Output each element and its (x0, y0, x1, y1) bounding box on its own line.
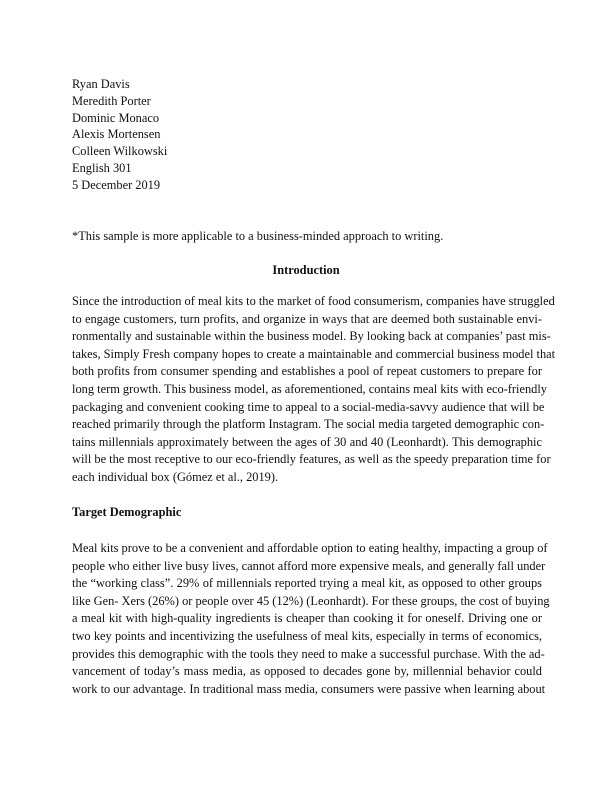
paragraph-line: Since the introduction of meal kits to the market of food consumerism, companies have struggled (72, 294, 555, 308)
paragraph-line: reached primarily through the platform Instagram. The social media targeted demographic con- (72, 417, 545, 432)
paragraph-line: a meal kit with high-quality ingredients is cheaper than cooking it for oneself. Driving one or (72, 611, 542, 626)
author-block (72, 76, 542, 194)
paragraph-line: provides this demographic with the tools they need to make a successful purchase. With the ad- (72, 646, 545, 661)
header-line: Colleen Wilkowski (72, 144, 168, 159)
section-heading-introduction: Introduction (272, 263, 340, 277)
paragraph-line: work to our advantage. In traditional mass media, consumers were passive when learning about (72, 681, 546, 696)
introduction-paragraph (72, 293, 556, 487)
paragraph-line: ronmentally and sustainable within the business model. By looking back at companies’ past mis- (72, 329, 551, 344)
paragraph-line: people who either live busy lives, cannot afford more expensive meals, and generally fall under (72, 558, 546, 573)
paragraph-line: vancement of today’s mass media, as opposed to decades gone by, millennial behavior could (72, 664, 542, 679)
header-line: 5 December 2019 (72, 177, 161, 192)
paragraph-line: will be the most receptive to our eco-friendly features, as well as the speedy preparation time for (72, 452, 551, 467)
paragraph-line: tains millennials approximately between the ages of 30 and 40 (Leonhardt). This demographic (72, 434, 542, 449)
paragraph-line: two key points and incentivizing the usefulness of meal kits, especially in terms of economics, (72, 628, 542, 643)
header-line: Alexis Mortensen (72, 127, 161, 142)
paragraph-line: like Gen- Xers (26%) or people over 45 (12%) (Leonhardt). For these groups, the cost of buying (72, 593, 550, 608)
paragraph-line: takes, Simply Fresh company hopes to create a maintainable and commercial business model that (72, 346, 556, 361)
header-line: Ryan Davis (72, 77, 130, 91)
paragraph-line: each individual box (Gómez et al., 2019). (72, 469, 279, 484)
sample-note: *This sample is more applicable to a business-minded approach to writing. (72, 229, 444, 243)
paragraph-line: the “working class”. 29% of millennials reported trying a meal kit, as opposed to other groups (72, 576, 542, 591)
section-heading-target-demographic: Target Demographic (72, 505, 182, 519)
paragraph-line: Meal kits prove to be a convenient and affordable option to eating healthy, impacting a group of (72, 541, 548, 555)
header-line: Meredith Porter (72, 93, 151, 108)
paragraph-line: long term growth. This business model, as aforementioned, contains meal kits with eco-friendly (72, 381, 547, 396)
paragraph-line: both profits from consumer spending and establishes a pool of repeat customers to prepare for (72, 364, 542, 379)
target-demographic-paragraph (72, 540, 550, 698)
header-line: Dominic Monaco (72, 110, 160, 125)
paragraph-line: to engage customers, turn profits, and organize in ways that are deemed both sustainable envi- (72, 311, 542, 326)
paragraph-line: packaging and convenient cooking time to appeal to a social-media-savvy audience that will be (72, 399, 545, 414)
header-line: English 301 (72, 160, 132, 175)
